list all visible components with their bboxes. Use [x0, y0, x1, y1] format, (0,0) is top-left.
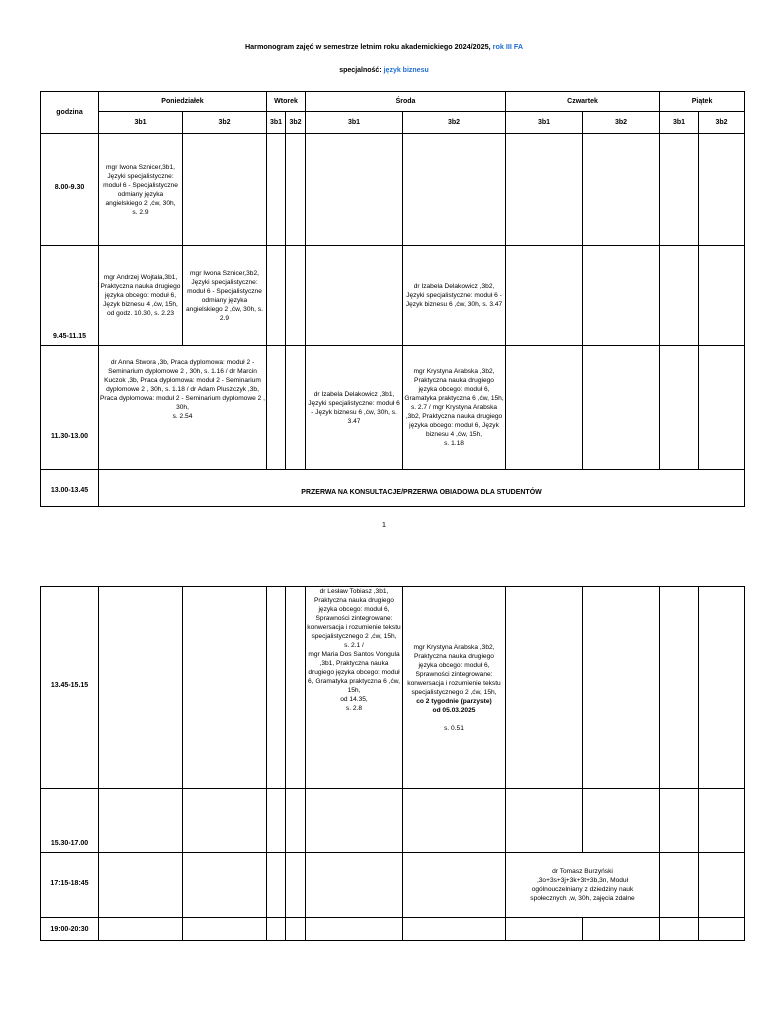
- class-room: s. 2.54: [172, 413, 193, 420]
- empty-cell: [660, 587, 699, 789]
- empty-cell: [306, 246, 403, 346]
- header-day-tuesday: Wtorek: [267, 92, 306, 112]
- subtitle-label: specjalność:: [339, 67, 384, 74]
- class-text: dr Anna Stwora ,3b, Praca dyplomowa: moduł 2 - Seminarium dyplomowe 2 , 30h, s. 1.16 / dr Marcin Kuczok ,3b, Praca dyplomowa: moduł 2 - Seminarium dyplomowe 2 , 30h, s. 1.18 / dr Adam Pluszczyk ,3b, Praca dyplomowa: moduł 2 - Seminarium dyplomowe 2 , 30h,: [100, 359, 265, 411]
- empty-cell: [286, 853, 306, 918]
- class-cell: dr Izabela Delakowicz ,3b2, Języki specjalistyczne: moduł 6 - Język biznesu 6 ,ćw, 30h, s. 3.47: [403, 246, 506, 346]
- empty-cell: [183, 587, 267, 789]
- time-slot: 19:00-20:30: [41, 918, 99, 941]
- class-note: od 05.03.2025: [432, 706, 476, 714]
- subtitle-specialty: język biznesu: [383, 67, 429, 74]
- empty-cell: [99, 918, 183, 941]
- class-cell: mgr Iwona Sznicer,3b2, Języki specjalistyczne: moduł 6 - Specjalistyczne odmiany języka angielskiego 2 ,ćw, 30h, s. 2.9: [183, 246, 267, 346]
- class-cell: [99, 134, 183, 246]
- empty-cell: [583, 587, 660, 789]
- time-slot: 13.00-13.45: [41, 470, 99, 507]
- empty-cell: [267, 918, 286, 941]
- empty-cell: [183, 853, 267, 918]
- empty-cell: [660, 789, 699, 853]
- header-day-wednesday: Środa: [306, 92, 506, 112]
- empty-cell: [699, 346, 745, 470]
- empty-cell: [506, 789, 583, 853]
- empty-cell: [660, 134, 699, 246]
- title-year: rok III FA: [492, 42, 524, 51]
- group-header: 3b1: [99, 112, 183, 134]
- class-cell: mgr Andrzej Wojtala,3b1, Praktyczna nauka drugiego języka obcego: moduł 6, Język biznesu 4 ,ćw, 15h, od godz. 10.30, s. 2.23: [99, 246, 183, 346]
- empty-cell: [267, 587, 286, 789]
- empty-cell: [660, 853, 699, 918]
- empty-cell: [183, 918, 267, 941]
- class-cell: dr Tomasz Burzyński ,3o+3s+3j+3k+3t+3b,3n, Moduł ogólnouczelniany z dziedziny nauk społecznych ,w, 30h, zajęcia zdalne: [506, 853, 660, 918]
- class-room: s. 0.51: [444, 724, 464, 732]
- time-slot: 13.45-15.15: [41, 587, 99, 789]
- empty-cell: [306, 789, 403, 853]
- empty-cell: [506, 587, 583, 789]
- empty-cell: [583, 789, 660, 853]
- group-header: 3b1: [267, 112, 286, 134]
- empty-cell: [267, 134, 286, 246]
- empty-cell: [99, 789, 183, 853]
- group-header: 3b2: [583, 112, 660, 134]
- page-number: 1: [381, 520, 387, 529]
- class-cell: [99, 346, 267, 470]
- group-header: 3b1: [506, 112, 583, 134]
- empty-cell: [506, 918, 583, 941]
- empty-cell: [403, 918, 506, 941]
- group-header: 3b2: [699, 112, 745, 134]
- empty-cell: [183, 134, 267, 246]
- class-note: od 14.35,: [340, 696, 368, 703]
- class-text: mgr Iwona Sznicer,3b1, Języki specjalistyczne: moduł 6 - Specjalistyczne odmiany języka angielskiego 2 ,ćw, 30h,: [103, 163, 178, 207]
- class-text: mgr Krystyna Arabska ,3b2, Praktyczna nauka drugiego języka obcego: moduł 6, Sprawności zintegrowane: konwersacja i rozumienie tekstu specjalistycznego 2 ,ćw, 15h,: [407, 643, 501, 696]
- header-day-monday: Poniedziałek: [99, 92, 267, 112]
- empty-cell: [506, 134, 583, 246]
- empty-cell: [286, 587, 306, 789]
- title-main: Harmonogram zajęć w semestrze letnim roku akademickiego 2024/2025,: [244, 42, 493, 51]
- empty-cell: [99, 853, 183, 918]
- empty-cell: [583, 246, 660, 346]
- schedule-table-page1: [40, 91, 745, 507]
- document-subtitle: [0, 67, 768, 74]
- empty-cell: [267, 789, 286, 853]
- empty-cell: [660, 346, 699, 470]
- empty-cell: [306, 853, 403, 918]
- time-slot: 15.30-17.00: [41, 789, 99, 853]
- class-text: mgr Krystyna Arabska ,3b2, Praktyczna nauka drugiego języka obcego: moduł 6, Gramatyka praktyczna 6 ,ćw, 15h, s. 2.7 / mgr Krystyna Arabska ,3b2, Praktyczna nauka drugiego języka obcego: moduł 6, Język biznesu 4 ,ćw, 15h,: [404, 368, 504, 438]
- time-slot: 17:15-18:45: [41, 853, 99, 918]
- header-day-thursday: Czwartek: [506, 92, 660, 112]
- empty-cell: [306, 134, 403, 246]
- time-slot: 9.45-11.15: [41, 246, 99, 346]
- empty-cell: [267, 346, 286, 470]
- header-godzina: godzina: [41, 92, 99, 134]
- empty-cell: [699, 134, 745, 246]
- empty-cell: [583, 134, 660, 246]
- group-header: 3b2: [286, 112, 306, 134]
- class-note: co 2 tygodnie (parzyste): [416, 697, 492, 705]
- class-cell: [403, 346, 506, 470]
- empty-cell: [286, 246, 306, 346]
- empty-cell: [699, 789, 745, 853]
- empty-cell: [660, 246, 699, 346]
- group-header: 3b1: [660, 112, 699, 134]
- header-day-friday: Piątek: [660, 92, 745, 112]
- empty-cell: [699, 918, 745, 941]
- group-header: 3b1: [306, 112, 403, 134]
- empty-cell: [286, 918, 306, 941]
- schedule-table-page2: [40, 586, 745, 941]
- time-slot: 8.00-9.30: [41, 134, 99, 246]
- empty-cell: [583, 346, 660, 470]
- empty-cell: [699, 587, 745, 789]
- empty-cell: [183, 789, 267, 853]
- empty-cell: [660, 918, 699, 941]
- empty-cell: [403, 789, 506, 853]
- empty-cell: [506, 346, 583, 470]
- empty-cell: [306, 918, 403, 941]
- empty-cell: [506, 246, 583, 346]
- group-header: 3b2: [403, 112, 506, 134]
- empty-cell: [699, 853, 745, 918]
- empty-cell: [286, 789, 306, 853]
- empty-cell: [583, 918, 660, 941]
- empty-cell: [99, 587, 183, 789]
- class-room: s. 2.8: [345, 705, 363, 712]
- empty-cell: [267, 246, 286, 346]
- class-room: s. 2.9: [132, 208, 149, 216]
- break-row: PRZERWA NA KONSULTACJE/PRZERWA OBIADOWA DLA STUDENTÓW: [99, 470, 745, 507]
- document-title: [0, 42, 768, 51]
- class-text: mgr Maria Dos Santos Vongula ,3b1, Praktyczna nauka drugiego języka obcego: moduł 6, Gramatyka praktyczna 6 ,ćw, 15h,: [308, 651, 400, 694]
- empty-cell: [699, 246, 745, 346]
- group-header: 3b2: [183, 112, 267, 134]
- class-cell: [403, 587, 506, 789]
- empty-cell: [403, 134, 506, 246]
- empty-cell: [267, 853, 286, 918]
- time-slot: 11.30-13.00: [41, 346, 99, 470]
- class-cell: [306, 587, 403, 789]
- class-text: dr Lesław Tobiasz ,3b1, Praktyczna nauka drugiego języka obcego: moduł 6, Sprawności zintegrowane: konwersacja i rozumienie tekstu specjalistycznego 2 ,ćw, 15h,: [307, 588, 401, 640]
- empty-cell: [403, 853, 506, 918]
- class-cell: dr Izabela Delakowicz ,3b1, Języki specjalistyczne: moduł 6 - Język biznesu 6 ,ćw, 30h, s. 3.47: [306, 346, 403, 470]
- empty-cell: [286, 134, 306, 246]
- class-room: s. 1.18: [444, 440, 464, 447]
- empty-cell: [286, 346, 306, 470]
- class-room: s. 2.1 /: [344, 642, 364, 649]
